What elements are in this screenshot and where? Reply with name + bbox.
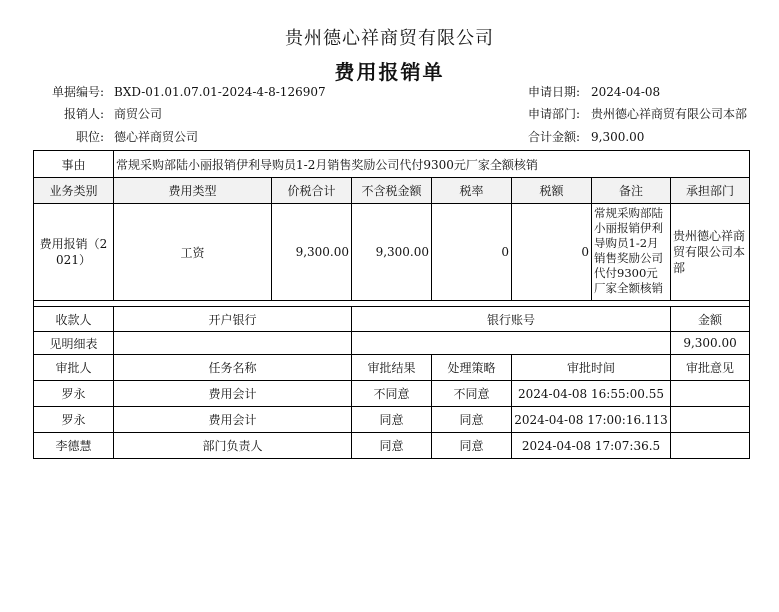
payee-detail-label: 见明细表 xyxy=(34,332,114,355)
detail-amount-ex-tax: 9,300.00 xyxy=(352,204,432,301)
approval-approver: 李德慧 xyxy=(34,433,114,459)
detail-tax: 0 xyxy=(512,204,592,301)
approval-header-task: 任务名称 xyxy=(114,355,352,381)
detail-category: 费用报销（2021） xyxy=(34,204,114,301)
position-value: 德心祥商贸公司 xyxy=(114,130,199,144)
payee-header-amount: 金额 xyxy=(671,307,750,332)
table-row xyxy=(34,433,750,459)
header-type: 费用类型 xyxy=(114,178,272,204)
payee-header-account: 银行账号 xyxy=(352,307,671,332)
table-row xyxy=(34,407,750,433)
doc-no-value: BXD-01.01.07.01-2024-4-8-126907 xyxy=(114,85,326,99)
payee-account-cell xyxy=(352,332,671,355)
approval-result: 同意 xyxy=(352,407,432,433)
detail-total-with-tax: 9,300.00 xyxy=(272,204,352,301)
header-tax: 税额 xyxy=(512,178,592,204)
header-amount-ex-tax: 不含税金额 xyxy=(352,178,432,204)
approval-approver: 罗永 xyxy=(34,381,114,407)
company-name: 贵州德心祥商贸有限公司 xyxy=(285,28,494,49)
approval-opinion xyxy=(671,433,750,459)
detail-row xyxy=(34,204,750,301)
info-row-2 xyxy=(0,105,779,123)
info-row-1 xyxy=(0,83,779,101)
approval-task: 费用会计 xyxy=(114,381,352,407)
approval-task: 费用会计 xyxy=(114,407,352,433)
dept-value: 贵州德心祥商贸有限公司本部 xyxy=(591,107,748,121)
payee-header-row xyxy=(34,307,750,332)
header-category: 业务类别 xyxy=(34,178,114,204)
header-note: 备注 xyxy=(592,178,671,204)
approval-time: 2024-04-08 17:00:16.113 xyxy=(512,407,671,433)
payee-header-name: 收款人 xyxy=(34,307,114,332)
approval-time: 2024-04-08 17:07:36.5 xyxy=(512,433,671,459)
detail-tax-rate: 0 xyxy=(432,204,512,301)
info-row-3 xyxy=(0,128,779,146)
approval-strategy: 同意 xyxy=(432,433,512,459)
header-total-with-tax: 价税合计 xyxy=(272,178,352,204)
approval-strategy: 不同意 xyxy=(432,381,512,407)
table-row xyxy=(34,381,750,407)
approval-result: 不同意 xyxy=(352,381,432,407)
detail-note: 常规采购部陆小丽报销伊利导购员1-2月销售奖励公司代付9300元厂家全额核销 xyxy=(592,204,671,301)
reporter-label: 报销人: xyxy=(63,107,104,121)
detail-header-row xyxy=(34,178,750,204)
approval-header-row xyxy=(34,355,750,381)
approval-result: 同意 xyxy=(352,433,432,459)
dept-label: 申请部门: xyxy=(527,107,580,121)
approval-header-result: 审批结果 xyxy=(352,355,432,381)
matter-label: 事由 xyxy=(34,151,114,178)
approval-header-time: 审批时间 xyxy=(512,355,671,381)
payee-row xyxy=(34,332,750,355)
matter-text: 常规采购部陆小丽报销伊利导购员1-2月销售奖励公司代付9300元厂家全额核销 xyxy=(114,151,750,178)
approval-strategy: 同意 xyxy=(432,407,512,433)
approval-header-strategy: 处理策略 xyxy=(432,355,512,381)
detail-dept: 贵州德心祥商贸有限公司本部 xyxy=(671,204,750,301)
form-title: 费用报销单 xyxy=(334,60,445,84)
approval-time: 2024-04-08 16:55:00.55 xyxy=(512,381,671,407)
approval-header-approver: 审批人 xyxy=(34,355,114,381)
detail-type: 工资 xyxy=(114,204,272,301)
approval-approver: 罗永 xyxy=(34,407,114,433)
expense-table xyxy=(33,150,750,459)
reporter-value: 商贸公司 xyxy=(114,107,163,121)
header-dept: 承担部门 xyxy=(671,178,750,204)
header-tax-rate: 税率 xyxy=(432,178,512,204)
approval-header-opinion: 审批意见 xyxy=(671,355,750,381)
payee-amount: 9,300.00 xyxy=(671,332,750,355)
date-label: 申请日期: xyxy=(527,85,580,99)
payee-header-bank: 开户银行 xyxy=(114,307,352,332)
total-label: 合计金额: xyxy=(527,130,580,144)
position-label: 职位: xyxy=(75,130,104,144)
approval-opinion xyxy=(671,381,750,407)
approval-task: 部门负责人 xyxy=(114,433,352,459)
approval-opinion xyxy=(671,407,750,433)
payee-bank-cell xyxy=(114,332,352,355)
matter-row xyxy=(34,151,750,178)
doc-no-label: 单据编号: xyxy=(51,85,104,99)
total-value: 9,300.00 xyxy=(591,130,645,144)
date-value: 2024-04-08 xyxy=(591,85,661,99)
